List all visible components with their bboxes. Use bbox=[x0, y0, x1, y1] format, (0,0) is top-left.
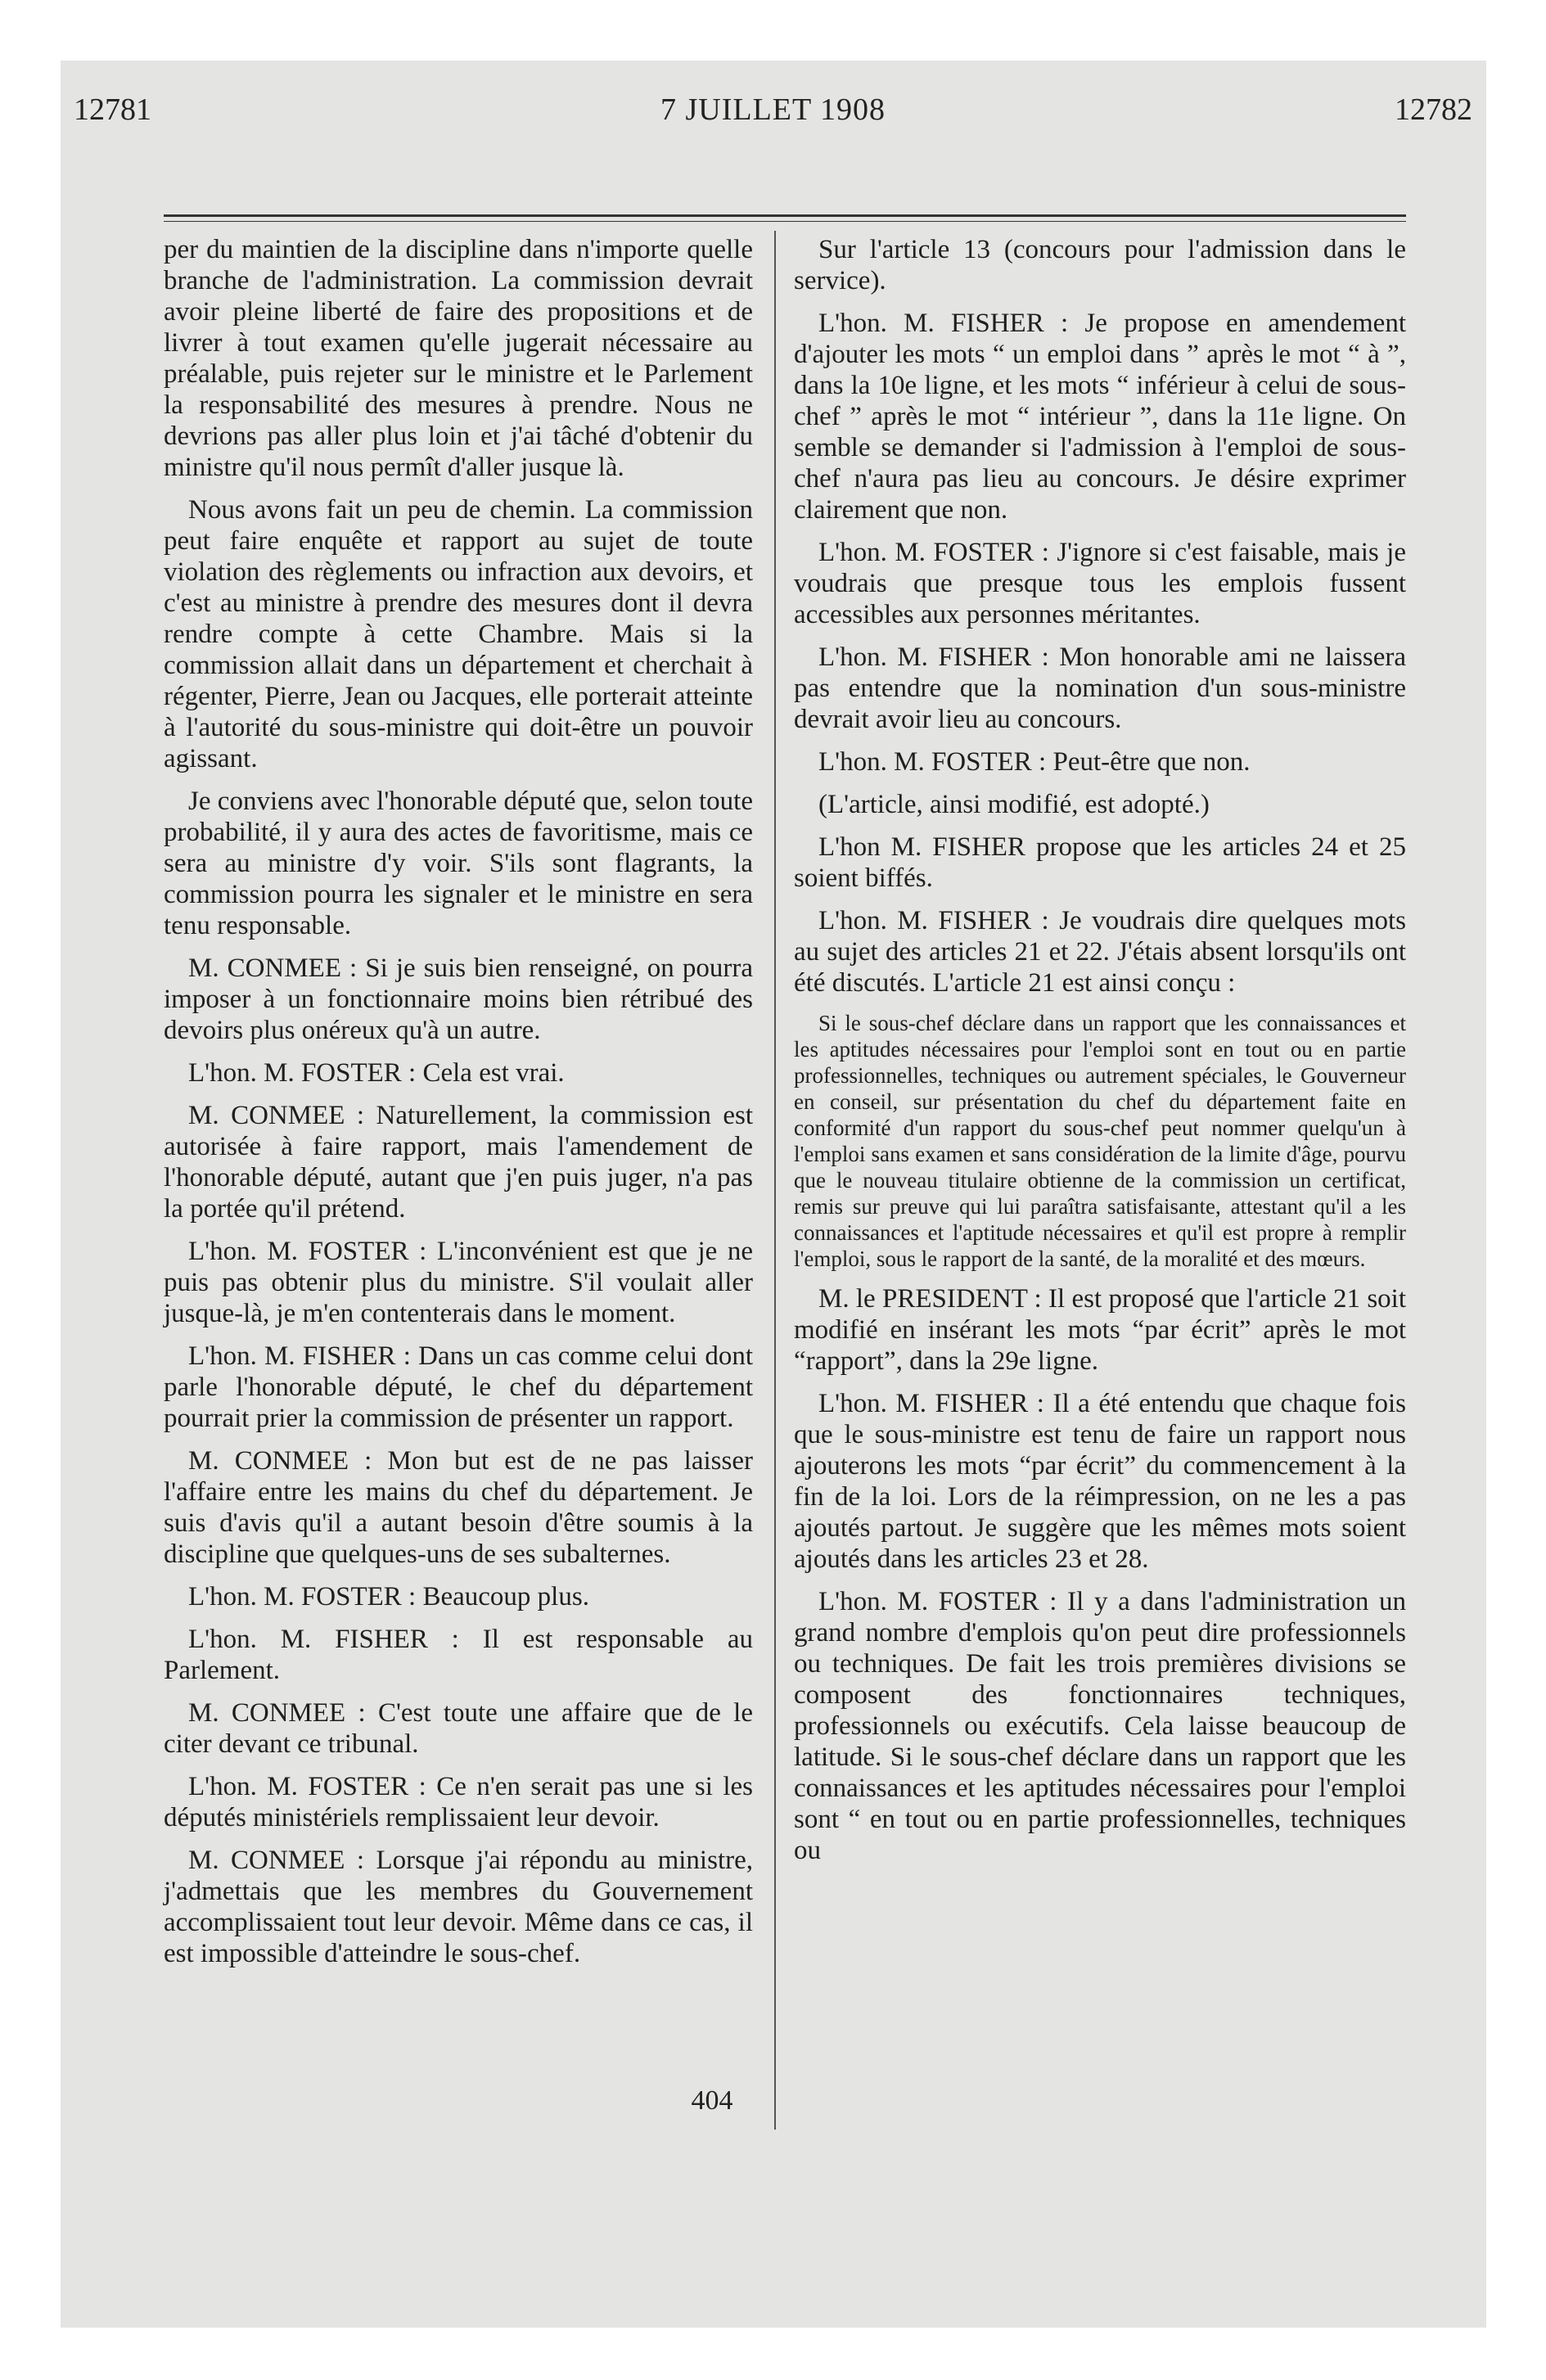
header-rule-thick bbox=[164, 214, 1406, 217]
header-rule-thin bbox=[164, 221, 1406, 222]
paragraph: L'hon M. FISHER propose que les articles 24 et 25 soient biffés. bbox=[794, 832, 1406, 893]
paragraph: (L'article, ainsi modifié, est adopté.) bbox=[818, 790, 1210, 819]
paragraph: M. CONMEE : Si je suis bien renseigné, on pourra imposer à un fonctionnaire moins bien rétribué des devoirs plus onéreux qu'à un autre. bbox=[164, 953, 753, 1045]
column-divider bbox=[774, 231, 776, 2130]
paragraph: L'hon. M. FOSTER : Il y a dans l'administration un grand nombre d'emplois qu'on peut dire professionnels ou techniques. De fait les trois premières divisions se composent des fonctionnaires techniques, professionnels ou exécutifs. Cela laisse beaucoup de latitude. Si le sous-chef déclare dans un rapport que les connaissances et les aptitudes nécessaires pour l'emploi sont “ en tout ou en partie professionnelles, techniques ou bbox=[794, 1587, 1406, 1865]
paragraph: M. CONMEE : Lorsque j'ai répondu au ministre, j'admettais que les membres du Gouvernement accomplissaient tout leur devoir. Même dans ce cas, il est impossible d'atteindre le sous-chef. bbox=[164, 1846, 753, 1968]
paragraph: L'hon. M. FOSTER : L'inconvénient est que je ne puis pas obtenir plus du ministre. S'il voulait aller jusque-là, je m'en contenterais dans le moment. bbox=[164, 1237, 753, 1328]
paragraph: L'hon. M. FOSTER : J'ignore si c'est faisable, mais je voudrais que presque tous les emplois fussent accessibles aux personnes méritantes. bbox=[794, 538, 1406, 629]
paragraph: L'hon. M. FISHER : Dans un cas comme celui dont parle l'honorable député, le chef du département pourrait prier la commission de présenter un rapport. bbox=[164, 1341, 753, 1433]
quoted-article: Si le sous-chef déclare dans un rapport que les connaissances et les aptitudes nécessaires pour l'emploi sont en tout ou en partie professionnelles, techniques ou autrement spéciales, le Gouverneur en conseil, sur présentation du chef du département faite en conformité d'un rapport du sous-chef peut nommer quelqu'un à l'emploi sans examen et sans considération de la limite d'âge, pourvu que le nouveau titulaire obtienne de la commission un certificat, remis sur preuve qui lui paraîtra satisfaisante, attestant qu'il a les connaissances et l'aptitude nécessaires et qu'il est propre à remplir l'emploi, sous le rapport de la santé, de la moralité et des mœurs. bbox=[794, 1011, 1406, 1271]
folio-number: 404 bbox=[691, 2085, 733, 2116]
paragraph: Sur l'article 13 (concours pour l'admission dans le service). bbox=[794, 235, 1406, 295]
right-page-number: 12782 bbox=[1395, 92, 1472, 127]
paragraph: L'hon. M. FOSTER : Ce n'en serait pas une si les députés ministériels remplissaient leur devoir. bbox=[164, 1772, 753, 1832]
paragraph: L'hon. M. FISHER : Il est responsable au Parlement. bbox=[164, 1625, 753, 1685]
paragraph: L'hon. M. FISHER : Je voudrais dire quelques mots au sujet des articles 21 et 22. J'étais absent lorsqu'ils ont été discutés. L'article 21 est ainsi conçu : bbox=[794, 906, 1406, 998]
paragraph: Nous avons fait un peu de chemin. La commission peut faire enquête et rapport au sujet de toute violation des règlements ou infraction aux devoirs, et c'est au ministre à prendre des mesures dont il devra rendre compte à cette Chambre. Mais si la commission allait dans un département et cherchait à régenter, Pierre, Jean ou Jacques, elle porterait atteinte à l'autorité du sous-ministre qui doit-être un pouvoir agissant. bbox=[164, 495, 753, 773]
page-header bbox=[74, 92, 1472, 141]
paragraph: M. CONMEE : Naturellement, la commission est autorisée à faire rapport, mais l'amendement de l'honorable député, autant que j'en puis juger, n'a pas la portée qu'il prétend. bbox=[164, 1101, 753, 1224]
paragraph: Je conviens avec l'honorable député que, selon toute probabilité, il y aura des actes de favoritisme, mais ce sera au ministre d'y voir. S'ils sont flagrants, la commission pourra les signaler et le ministre en sera tenu responsable. bbox=[164, 787, 753, 940]
paragraph: L'hon. M. FISHER : Mon honorable ami ne laissera pas entendre que la nomination d'un sous-ministre devrait avoir lieu au concours. bbox=[794, 642, 1406, 734]
paragraph: L'hon. M. FISHER : Je propose en amendement d'ajouter les mots “ un emploi dans ” après le mot “ à ”, dans la 10e ligne, et les mots “ inférieur à celui de sous-chef ” après le mot “ intérieur ”, dans la 11e ligne. On semble se demander si l'admission à l'emploi de sous-chef n'aura pas lieu au concours. Je désire exprimer clairement que non. bbox=[794, 309, 1406, 525]
left-column bbox=[164, 234, 753, 1981]
left-page-number: 12781 bbox=[74, 92, 151, 127]
paragraph: L'hon. M. FOSTER : Peut-être que non. bbox=[818, 747, 1251, 777]
paragraph: M. CONMEE : Mon but est de ne pas laisser l'affaire entre les mains du chef du département. Je suis d'avis qu'il a autant besoin d'être soumis à la discipline que quelques-uns de ses subalternes. bbox=[164, 1446, 753, 1569]
paragraph: L'hon. M. FISHER : Il a été entendu que chaque fois que le sous-ministre est tenu de faire un rapport nous ajouterons les mots “par écrit” du commencement à la fin de la loi. Lors de la réimpression, on ne les a pas ajoutés partout. Je suggère que les mêmes mots soient ajoutés dans les articles 23 et 28. bbox=[794, 1389, 1406, 1574]
right-column bbox=[794, 234, 1406, 1866]
paragraph: M. le PRESIDENT : Il est proposé que l'article 21 soit modifié en insérant les mots “par écrit” après le mot “rapport”, dans la 29e ligne. bbox=[794, 1284, 1406, 1376]
paragraph: M. CONMEE : C'est toute une affaire que de le citer devant ce tribunal. bbox=[164, 1698, 753, 1759]
paragraph: L'hon. M. FOSTER : Cela est vrai. bbox=[188, 1058, 565, 1088]
header-date: 7 JUILLET 1908 bbox=[660, 92, 886, 127]
paragraph: per du maintien de la discipline dans n'importe quelle branche de l'administration. La commission devrait avoir pleine liberté de faire des propositions et de livrer à tout examen qu'elle jugerait nécessaire au préalable, puis rejeter sur le ministre et le Parlement la responsabilité des mesures à prendre. Nous ne devrions pas aller plus loin et j'ai tâché d'obtenir du ministre qu'il nous permît d'aller jusque là. bbox=[164, 235, 753, 482]
paragraph: L'hon. M. FOSTER : Beaucoup plus. bbox=[188, 1582, 589, 1611]
